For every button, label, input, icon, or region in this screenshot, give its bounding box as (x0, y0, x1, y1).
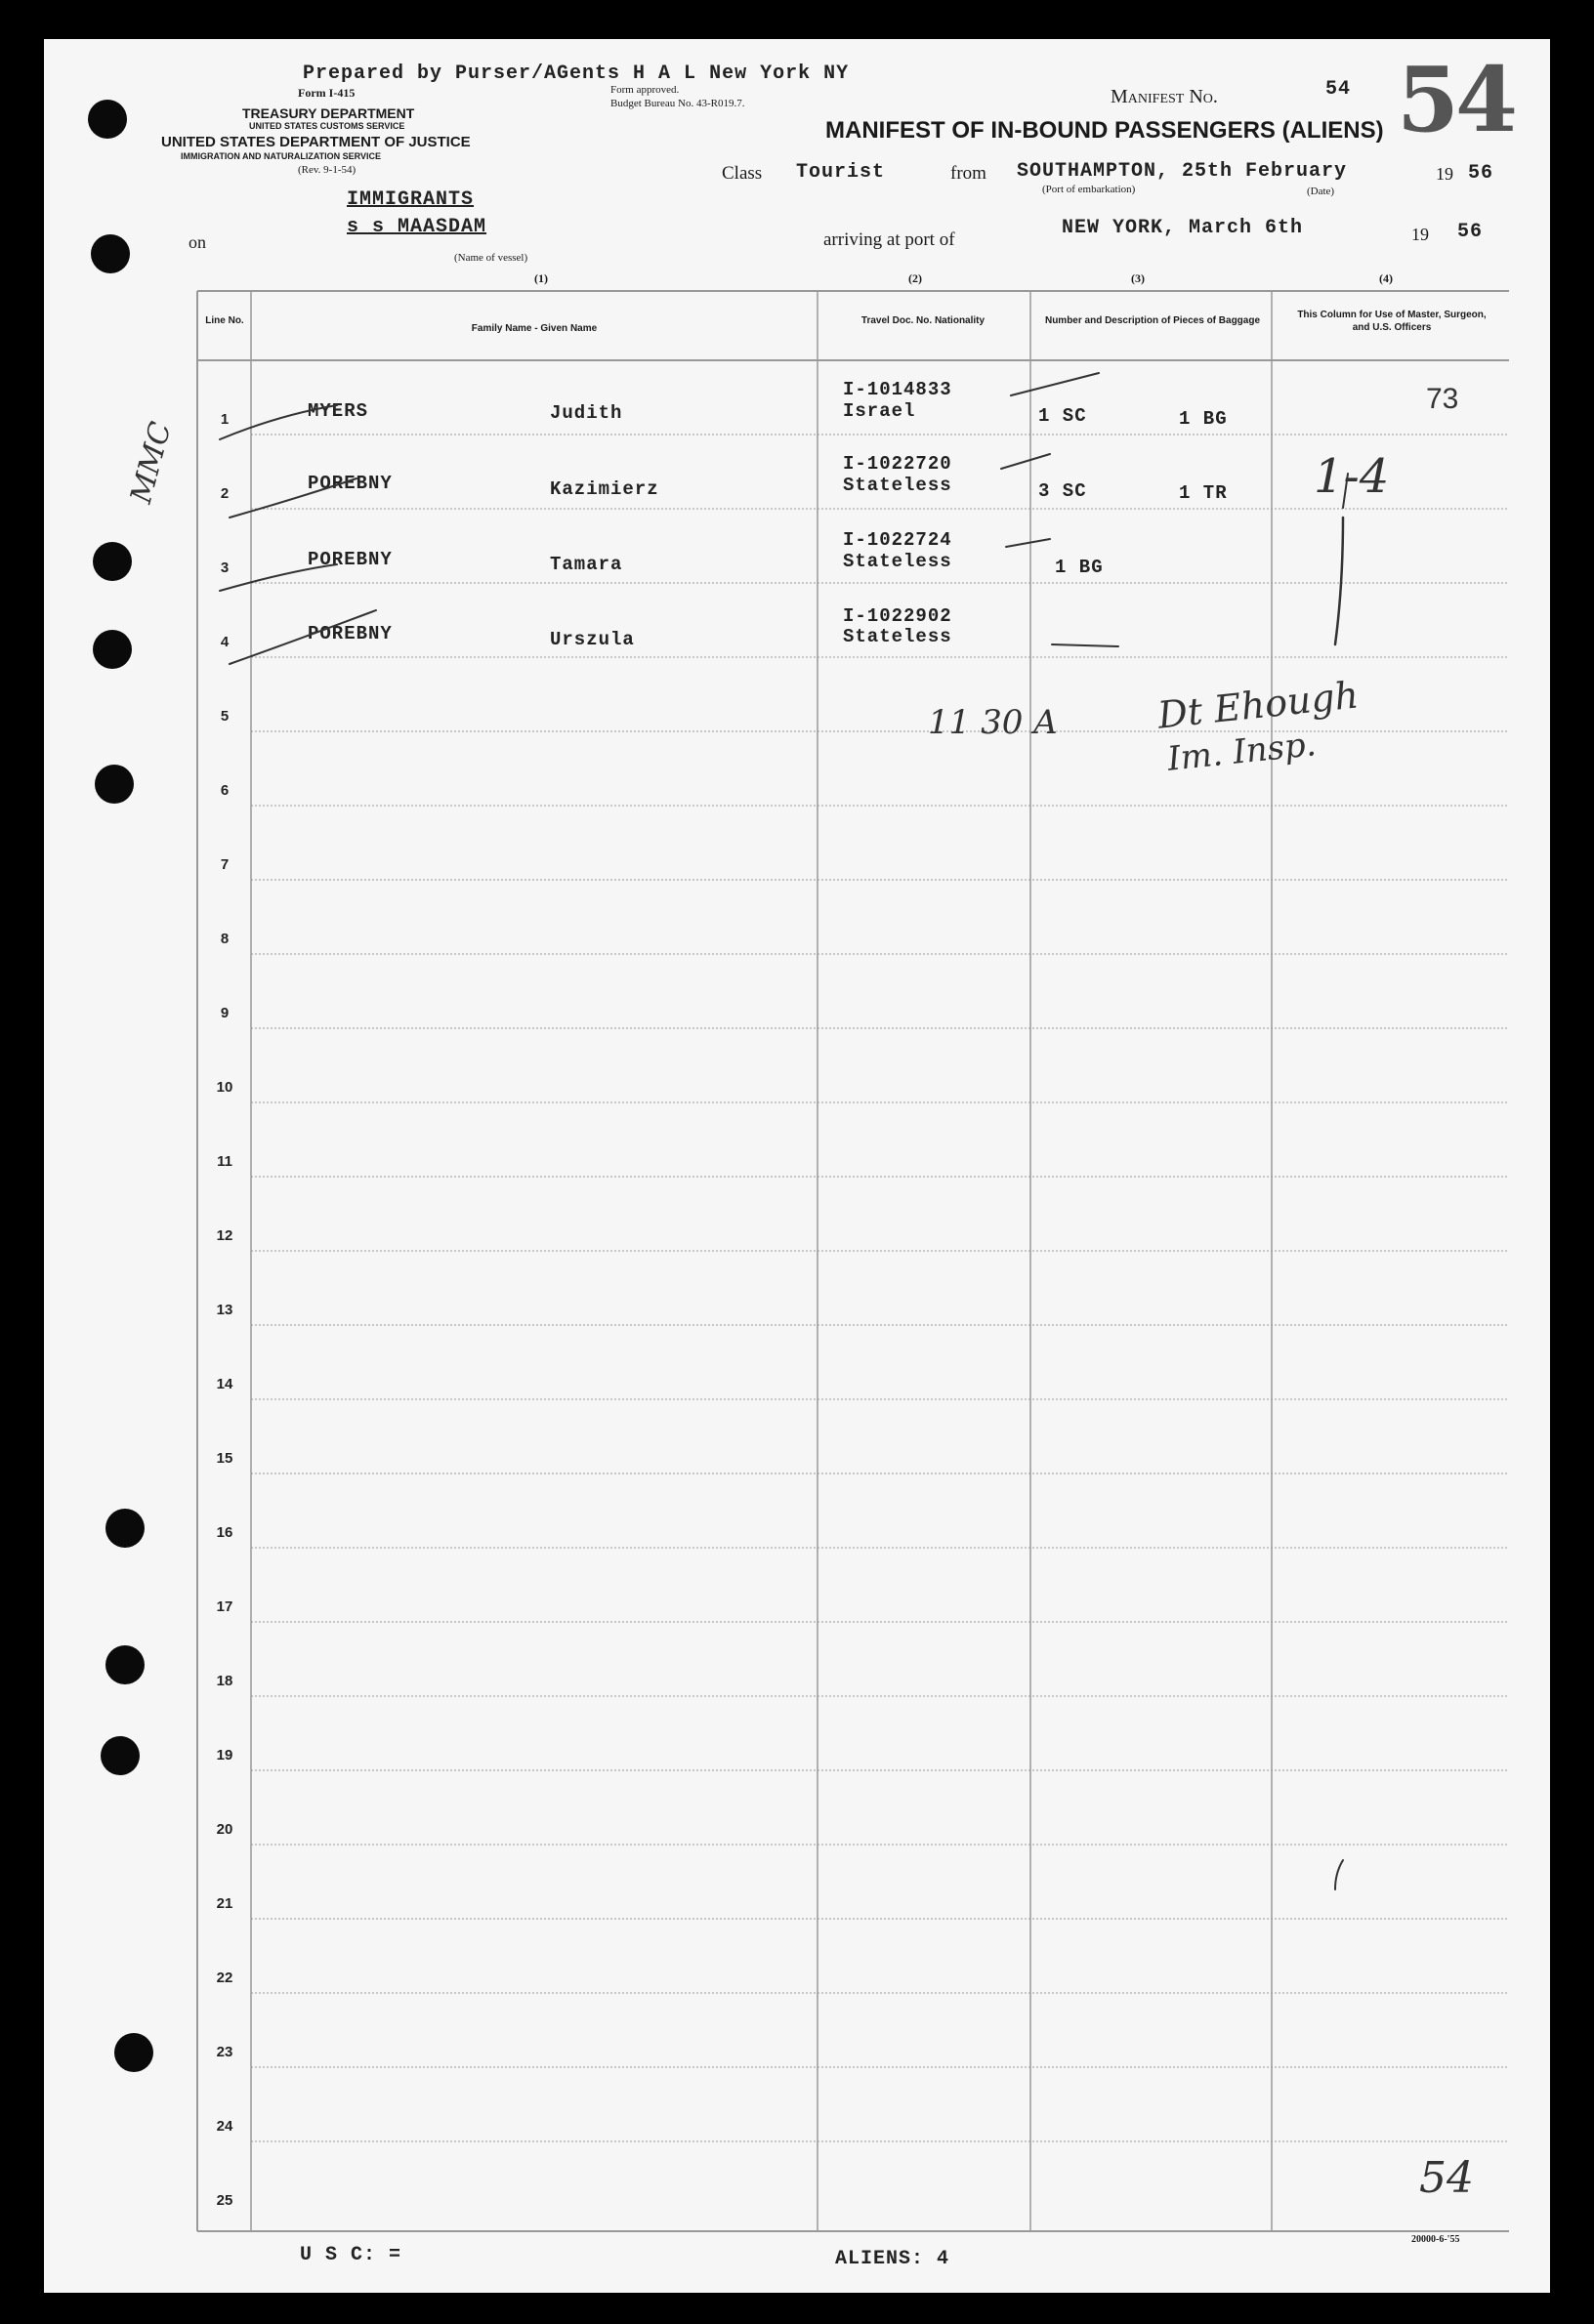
col-header-travel-doc: Travel Doc. No. Nationality (860, 315, 986, 326)
given-name: Judith (550, 402, 623, 424)
class-label: Class (722, 163, 763, 184)
line-number: 13 (216, 1302, 233, 1318)
manifest-title: MANIFEST OF IN-BOUND PASSENGERS (ALIENS) (825, 117, 1384, 144)
line-number: 1 (220, 411, 230, 428)
line-number: 5 (220, 708, 230, 725)
col-num-4: (4) (1379, 271, 1393, 285)
col-header-line-no: Line No. (205, 315, 244, 326)
family-name: POREBNY (308, 623, 393, 644)
line-number: 9 (220, 1005, 230, 1021)
travel-doc-no: I-1014833 (843, 379, 952, 400)
revision: (Rev. 9-1-54) (298, 164, 357, 176)
line-number: 16 (216, 1524, 233, 1541)
ins-service: IMMIGRATION AND NATURALIZATION SERVICE (181, 151, 381, 161)
class-value: Tourist (796, 161, 886, 184)
footer-usc: U S C: = (300, 2244, 402, 2266)
line-number: 8 (220, 931, 230, 947)
line-number: 14 (216, 1376, 233, 1392)
port-embarkation-caption: (Port of embarkation) (1042, 184, 1136, 195)
nationality: Stateless (843, 475, 952, 496)
arriving-value: NEW YORK, March 6th (1062, 217, 1304, 239)
given-name: Tamara (550, 554, 623, 575)
line-number: 10 (216, 1079, 233, 1096)
baggage-1: 1 SC (1038, 405, 1087, 427)
prepared-by: Prepared by Purser/AGents H A L New York NY (303, 62, 850, 85)
immigrants-label: IMMIGRANTS (347, 188, 475, 211)
customs-service: UNITED STATES CUSTOMS SERVICE (249, 121, 405, 131)
margin-note: MMC (124, 418, 179, 508)
travel-doc-no: I-1022724 (843, 529, 952, 551)
line-number: 21 (216, 1895, 233, 1912)
nationality: Stateless (843, 551, 952, 572)
binder-hole (114, 2033, 153, 2072)
line-number: 23 (216, 2044, 233, 2060)
col-header-name: Family Name - Given Name (471, 323, 598, 334)
year-1: 56 (1468, 162, 1494, 185)
inspector-signature: Dt Ehough (1155, 673, 1361, 737)
family-name: POREBNY (308, 473, 393, 494)
col-num-1: (1) (534, 271, 548, 285)
from-label: from (950, 163, 986, 184)
bottom-number: 54 (1419, 2153, 1474, 2203)
budget-bureau: Budget Bureau No. 43-R019.7. (610, 98, 745, 109)
form-approved: Form approved. (610, 84, 680, 96)
justice-dept: UNITED STATES DEPARTMENT OF JUSTICE (161, 134, 471, 150)
vessel-name: s s MAASDAM (347, 216, 487, 238)
officer-note: 73 (1426, 383, 1459, 415)
officer-note: 1-4 (1314, 449, 1390, 504)
col-num-3: (3) (1131, 271, 1145, 285)
binder-hole (95, 765, 134, 804)
line-number: 18 (216, 1673, 233, 1689)
binder-hole (91, 234, 130, 273)
baggage-2: 1 TR (1179, 482, 1228, 504)
binder-hole (101, 1736, 140, 1775)
vessel-caption: (Name of vessel) (454, 252, 528, 264)
given-name: Urszula (550, 629, 635, 650)
line-number: 20 (216, 1821, 233, 1838)
year-prefix-1: 19 (1436, 164, 1453, 184)
line-number: 15 (216, 1450, 233, 1467)
form-number: Form I-415 (298, 86, 356, 100)
table-grid (44, 39, 1550, 2293)
line-number: 17 (216, 1598, 233, 1615)
baggage-1: 1 BG (1055, 557, 1104, 578)
manifest-no-typed: 54 (1325, 78, 1352, 101)
col-header-officers: This Column for Use of Master, Surgeon, and U.S. Officers (1297, 310, 1487, 333)
footer-print-code: 20000-6-'55 (1411, 2234, 1460, 2245)
line-number: 19 (216, 1747, 233, 1764)
year-prefix-2: 19 (1411, 225, 1429, 244)
date-caption: (Date) (1307, 186, 1335, 197)
line-number: 6 (220, 782, 230, 799)
travel-doc-no: I-1022902 (843, 605, 952, 627)
line-number: 11 (217, 1153, 232, 1170)
given-name: Kazimierz (550, 478, 659, 500)
line-number: 25 (216, 2192, 233, 2209)
binder-hole (93, 542, 132, 581)
treasury-dept: TREASURY DEPARTMENT (242, 105, 415, 121)
from-value: SOUTHAMPTON, 25th February (1017, 160, 1348, 183)
line-number: 2 (220, 485, 230, 502)
nationality: Israel (843, 400, 916, 422)
line-number: 24 (216, 2118, 233, 2135)
binder-hole (93, 630, 132, 669)
binder-hole (88, 100, 127, 139)
col-num-2: (2) (908, 271, 922, 285)
manifest-no-label: Manifest No. (1111, 86, 1218, 107)
family-name: MYERS (308, 400, 369, 422)
manifest-page (44, 39, 1550, 2293)
binder-hole (105, 1645, 145, 1684)
inspector-title: Im. Insp. (1165, 725, 1319, 779)
line-number: 7 (220, 856, 230, 873)
binder-hole (105, 1509, 145, 1548)
year-2: 56 (1457, 221, 1484, 243)
on-label: on (189, 232, 206, 252)
time-note: 11 30 A (928, 703, 1058, 742)
baggage-2: 1 BG (1179, 408, 1228, 430)
manifest-no-stamp: 54 (1397, 47, 1515, 152)
col-header-baggage: Number and Description of Pieces of Baggage (1044, 315, 1261, 326)
travel-doc-no: I-1022720 (843, 453, 952, 475)
line-number: 22 (216, 1970, 233, 1986)
nationality: Stateless (843, 626, 952, 647)
arriving-label: arriving at port of (823, 229, 955, 250)
footer-aliens: ALIENS: 4 (835, 2248, 950, 2270)
line-number: 12 (216, 1227, 233, 1244)
baggage-1: 3 SC (1038, 480, 1087, 502)
line-number: 4 (220, 634, 230, 650)
family-name: POREBNY (308, 549, 393, 570)
line-number: 3 (220, 560, 230, 576)
